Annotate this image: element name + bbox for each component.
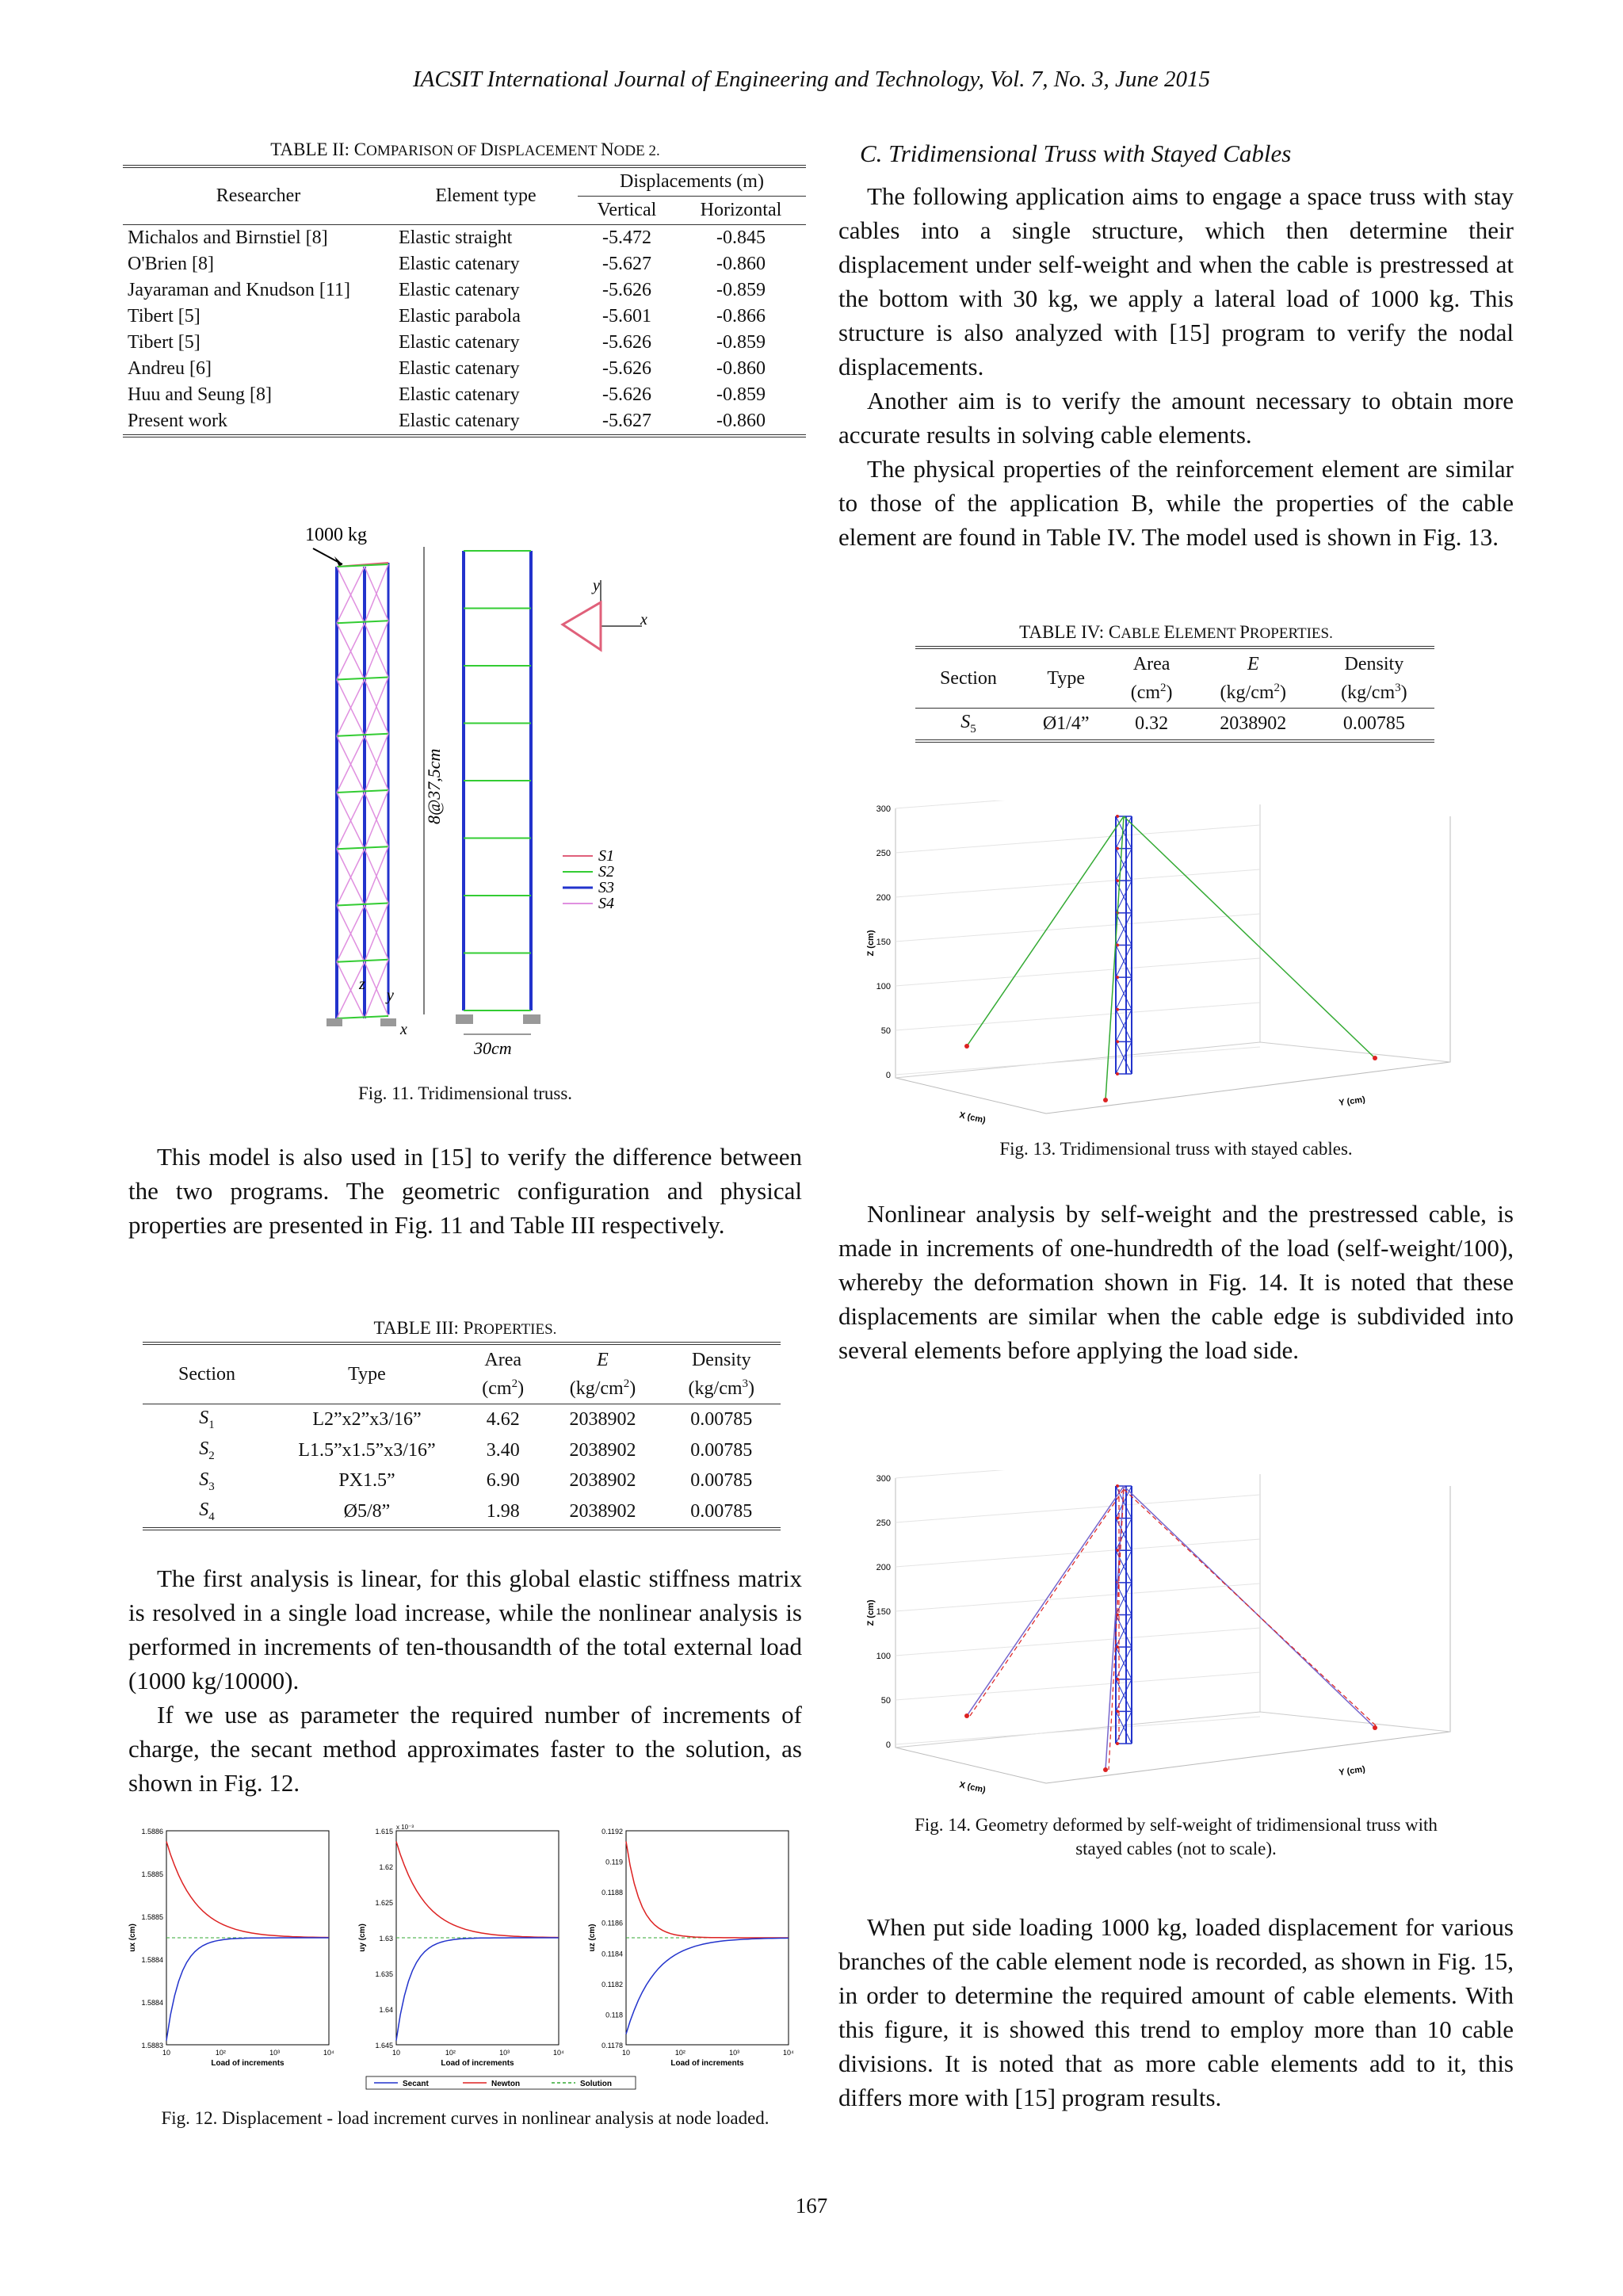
figure-11-truss-diagram <box>293 523 666 1054</box>
table2-cell-vertical: -5.472 <box>601 227 651 248</box>
right-paragraph-group-1 <box>838 179 1514 554</box>
table-row <box>123 330 806 356</box>
cable-anchor <box>1373 1056 1377 1060</box>
table3-cell-e: 2038902 <box>569 1408 636 1430</box>
stay-cable <box>1124 816 1375 1058</box>
table2-cell-horizontal: -0.860 <box>716 358 766 379</box>
fig11-axis-z: z <box>359 976 365 993</box>
table3-header-area: Area $(cm^2)$ <box>463 1343 543 1404</box>
plot-gridline <box>896 825 1260 853</box>
table4-caption-prefix: TABLE IV: C <box>1019 622 1121 642</box>
table4-header-density: Density $(kg/cm^3)$ <box>1314 648 1434 709</box>
plot-ztick: 150 <box>876 1607 891 1617</box>
fig12-ytick: 1.64 <box>379 2006 393 2014</box>
right-paragraph-2-text: Another aim is to verify the amount necessary to obtain more accurate results in solving cable elements. <box>838 387 1514 449</box>
plot-gridline <box>896 1470 1260 1478</box>
table3-cell-e: 2038902 <box>569 1501 636 1522</box>
table2-cell-researcher: Jayaraman and Knudson [11] <box>128 280 351 300</box>
table-row <box>123 356 806 382</box>
table-row <box>143 1496 781 1529</box>
journal-header: IACSIT International Journal of Engineering and Technology, Vol. 7, No. 3, June 2015 <box>412 67 1211 92</box>
table3-cell-area: 1.98 <box>486 1501 520 1522</box>
table2-header-displacements: Displacements (m) <box>578 166 806 197</box>
deformed-cable <box>1124 1489 1378 1728</box>
cable-anchor <box>964 1713 969 1718</box>
table-row <box>123 382 806 408</box>
table2-cell-vertical: -5.627 <box>601 411 651 431</box>
right-paragraph-5 <box>838 1910 1514 2115</box>
table2-cell-element: Elastic catenary <box>399 384 520 405</box>
table4-caption-part: ROPERTIES. <box>1249 625 1333 642</box>
table-row <box>123 225 806 252</box>
plot-grid-frame <box>896 808 1450 1114</box>
table2-cell-vertical: -5.626 <box>601 384 651 405</box>
table2-cell-element: Elastic catenary <box>399 358 520 379</box>
table3-header-e-label: E <box>597 1350 609 1370</box>
table2-caption <box>128 139 802 160</box>
table4-caption-part: LEMENT <box>1174 625 1240 642</box>
fig14-caption-line2: stayed cables (not to scale). <box>1075 1839 1277 1859</box>
cable-anchor <box>1373 1725 1377 1730</box>
fig11-cross-section <box>563 577 647 650</box>
table2-header-horizontal: Horizontal <box>676 197 806 225</box>
table2-cell-researcher: Tibert [5] <box>128 332 200 353</box>
svg-text:x: x <box>640 611 647 628</box>
right-paragraph-4 <box>838 1197 1514 1367</box>
fig12-legend-newton: Newton <box>491 2080 521 2088</box>
table4-header-area: Area $(cm^2)$ <box>1110 648 1192 709</box>
fig12-ytick: 1.5883 <box>141 2042 163 2050</box>
plot-ztick: 250 <box>876 849 891 858</box>
table2-cell-researcher: Present work <box>128 411 227 431</box>
plot-gridline <box>896 958 1260 986</box>
table3-cell-section: $S_3$ <box>199 1469 215 1493</box>
table2-cell-researcher: Huu and Seung [8] <box>128 384 272 405</box>
right-paragraph-3-text: The physical properties of the reinforcement element are similar to those of the application B, while the properties of the cable element are found in Table IV. The model used is shown in Fig. 13. <box>838 455 1514 551</box>
table2-caption-part: OMPARISON OF <box>366 143 481 159</box>
fig11-legend-s3: S3 <box>598 879 614 896</box>
table2-cell-vertical: -5.601 <box>601 306 651 327</box>
fig12-xtick: 10² <box>445 2049 456 2057</box>
fig12-caption: Fig. 12. Displacement - load increment curves in nonlinear analysis at node loaded. <box>161 2108 769 2128</box>
plot-xlabel: X (cm) <box>958 1110 987 1125</box>
table2-cell-horizontal: -0.860 <box>716 254 766 274</box>
left-paragraph-1 <box>128 1140 802 1242</box>
table-row <box>123 304 806 330</box>
fig12-newton-curve <box>626 1842 789 1939</box>
plot-gridline <box>896 1584 1260 1611</box>
fig12-legend-solution: Solution <box>580 2080 612 2088</box>
table4-caption-part: E <box>1163 622 1175 642</box>
table2 <box>123 165 806 437</box>
fig12-xtick: 10⁴ <box>783 2049 794 2057</box>
section-c-heading: C. Tridimensional Truss with Stayed Cables <box>860 139 1292 167</box>
table2-body <box>123 225 806 437</box>
table3-body <box>143 1404 781 1530</box>
fig12-exponent: x 10⁻³ <box>396 1824 414 1831</box>
table4-header-type: Type <box>1022 648 1111 709</box>
left-paragraph-2-text: The first analysis is linear, for this global elastic stiffness matrix is resolved in a single load increase, while the nonlinear analysis is performed in increments of ten-thousandth of the total external load (1000 kg/10000). <box>128 1564 802 1694</box>
figure-14-deformed-geometry <box>864 1470 1490 1807</box>
fig12-xtick: 10² <box>674 2049 685 2057</box>
fig11-legend-s1: S1 <box>598 847 614 865</box>
table2-cell-element: Elastic catenary <box>399 254 520 274</box>
table-row <box>123 277 806 304</box>
table3-cell-density: 0.00785 <box>690 1470 753 1492</box>
fig12-ytick: 1.635 <box>375 1970 393 1978</box>
fig11-right-truss <box>424 547 540 1054</box>
fig12-xtick: 10³ <box>729 2049 740 2057</box>
table3-caption-part: ROPERTIES. <box>473 1321 557 1338</box>
tower-node <box>1116 1072 1119 1075</box>
table4-header-area-label: Area <box>1132 654 1170 674</box>
fig12-ytick: 1.5885 <box>141 1913 163 1921</box>
table2-caption-part: D <box>480 139 494 159</box>
fig12-legend-secant: Secant <box>403 2080 429 2088</box>
table2-cell-researcher: Andreu [6] <box>128 358 212 379</box>
table4-header-e-label: E <box>1247 654 1259 674</box>
table4-cell-type: Ø1/4” <box>1042 712 1090 734</box>
table2-cell-horizontal: -0.859 <box>716 280 766 300</box>
fig12-ytick: 1.5886 <box>141 1828 163 1836</box>
table2-cell-researcher: Tibert [5] <box>128 306 200 327</box>
table2-cell-element: Elastic straight <box>399 227 513 248</box>
table3-header-density-unit: (kg/cm <box>688 1378 743 1399</box>
fig12-ylabel: ux (cm) <box>128 1924 137 1952</box>
plot-gridline <box>896 1003 1260 1030</box>
right-paragraph-1-text: The following application aims to engage a space truss with stay cables into a single structure, which then determine their displacement under self-weight and when the cable is prestressed at the bottom with 30 kg, we apply a lateral load of 1000 kg. This structure is also analyzed with [15] program to verify the nodal displacements. <box>838 182 1514 380</box>
table2-cell-horizontal: -0.859 <box>716 384 766 405</box>
table4-header-e: E $(kg/cm^2)$ <box>1193 648 1314 709</box>
fig12-ytick: 0.1178 <box>601 2042 623 2050</box>
fig11-width-label: 30cm <box>474 1038 512 1054</box>
fig12-xlabel: Load of increments <box>670 2059 744 2068</box>
fig12-xtick: 10 <box>391 2049 401 2057</box>
plot-ylabel: Y (cm) <box>1338 1095 1366 1108</box>
plot-zlabel: Z (cm) <box>866 930 876 957</box>
fig12-secant-curve <box>396 1938 559 2041</box>
table2-cell-element: Elastic parabola <box>399 306 521 327</box>
table4-cell-e: 2038902 <box>1220 712 1287 734</box>
table2-cell-horizontal: -0.860 <box>716 411 766 431</box>
table3-cell-e: 2038902 <box>569 1470 636 1492</box>
fig11-left-truss <box>327 563 407 1038</box>
fig12-xtick: 10³ <box>499 2049 510 2057</box>
cable-anchor <box>1103 1767 1108 1772</box>
fig12-ytick: 1.5885 <box>141 1870 163 1878</box>
table3-header-density-label: Density <box>691 1350 751 1370</box>
table4-caption-part: P <box>1239 622 1250 642</box>
fig12-secant-curve <box>626 1938 789 2034</box>
table-row <box>143 1435 781 1466</box>
table3-cell-area: 6.90 <box>486 1470 520 1492</box>
plot-ztick: 50 <box>880 1696 891 1706</box>
plot-ztick: 100 <box>876 1652 891 1661</box>
fig14-caption-line1: Fig. 14. Geometry deformed by self-weight of tridimensional truss with <box>915 1815 1438 1835</box>
table2-cell-horizontal: -0.845 <box>716 227 766 248</box>
table3 <box>143 1342 781 1530</box>
fig12-ytick: 0.119 <box>605 1858 623 1866</box>
table3-cell-density: 0.00785 <box>690 1408 753 1430</box>
table4-caption-part: ABLE <box>1121 625 1164 642</box>
table4-cell-density: 0.00785 <box>1342 712 1405 734</box>
table3-cell-type: L1.5”x1.5”x3/16” <box>298 1439 436 1461</box>
stay-cable <box>967 1486 1124 1716</box>
plot-ztick: 50 <box>880 1026 891 1036</box>
fig11-legend-s4: S4 <box>598 895 614 912</box>
table2-caption-part: ISPLACEMENT <box>493 143 601 159</box>
table-row <box>123 408 806 436</box>
tower-node <box>1116 1742 1119 1745</box>
plot-ztick: 200 <box>876 1563 891 1572</box>
fig12-xtick: 10³ <box>269 2049 281 2057</box>
table3-cell-area: 3.40 <box>486 1439 520 1461</box>
fig12-ytick: 1.63 <box>379 1935 393 1943</box>
table3-header-area-unit: (cm <box>482 1378 512 1399</box>
table3-cell-type: L2”x2”x3/16” <box>312 1408 422 1430</box>
table2-header-researcher: Researcher <box>123 166 394 225</box>
table3-header-area-label: Area <box>484 1350 522 1370</box>
fig12-xtick: 10⁴ <box>553 2049 564 2057</box>
table3-cell-section: $S_4$ <box>199 1499 215 1524</box>
table2-cell-element: Elastic catenary <box>399 280 520 300</box>
table3-cell-type: Ø5/8” <box>343 1501 391 1522</box>
cable-anchor <box>1103 1098 1108 1102</box>
plot-xlabel: X (cm) <box>958 1780 987 1795</box>
table2-cell-vertical: -5.626 <box>601 358 651 379</box>
table2-cell-researcher: O'Brien [8] <box>128 254 214 274</box>
fig12-ytick: 1.625 <box>375 1899 393 1907</box>
fig12-ytick: 1.5884 <box>141 1999 163 2007</box>
plot-ztick: 0 <box>885 1740 891 1750</box>
table4-caption <box>838 622 1514 643</box>
plot-grid-frame <box>896 1478 1450 1783</box>
fig11-axis-x: x <box>400 1021 407 1038</box>
fig11-dim-label: 8@37,5cm <box>424 748 444 824</box>
table3-cell-density: 0.00785 <box>690 1439 753 1461</box>
plot-zlabel: Z (cm) <box>866 1599 876 1626</box>
fig11-load-label: 1000 kg <box>305 525 367 545</box>
fig12-ytick: 0.1186 <box>601 1919 623 1927</box>
table3-header-e-unit: (kg/cm <box>569 1378 624 1399</box>
stay-cable <box>967 816 1124 1046</box>
fig12-ytick: 0.1182 <box>601 1980 623 1988</box>
fig14-caption <box>838 1813 1514 1861</box>
table4 <box>915 646 1434 743</box>
table3-caption-prefix: TABLE III: P <box>373 1318 474 1338</box>
fig12-ytick: 0.118 <box>605 2011 623 2019</box>
table2-header-element: Element type <box>394 166 578 225</box>
plot-ylabel: Y (cm) <box>1338 1764 1366 1778</box>
fig12-secant-curve <box>166 1938 329 2041</box>
stay-cable <box>1124 1486 1375 1728</box>
table3-cell-area: 4.62 <box>486 1408 520 1430</box>
plot-ztick: 250 <box>876 1519 891 1528</box>
table2-caption-prefix: TABLE II: C <box>270 139 367 159</box>
fig12-ytick: 0.1188 <box>601 1889 623 1897</box>
left-paragraph-1-text: This model is also used in [15] to verify the difference between the two programs. The geometric configuration and physical properties are presented in Fig. 11 and Table III respectively. <box>128 1143 802 1239</box>
fig12-ytick: 0.1184 <box>601 1950 623 1958</box>
fig12-xtick: 10 <box>162 2049 171 2057</box>
fig12-ylabel: uz (cm) <box>588 1924 597 1952</box>
table2-cell-researcher: Michalos and Birnstiel [8] <box>128 227 328 248</box>
fig12-ytick: 1.645 <box>375 2042 393 2050</box>
fig12-xtick: 10² <box>215 2049 226 2057</box>
fig12-xtick: 10⁴ <box>323 2049 334 2057</box>
table2-caption-part: ODE 2. <box>613 143 660 159</box>
table2-cell-vertical: -5.627 <box>601 254 651 274</box>
table-row <box>143 1404 781 1435</box>
plot-gridline <box>896 800 1260 808</box>
table3-cell-section: $S_1$ <box>199 1408 215 1431</box>
fig12-ytick: 1.615 <box>375 1828 393 1836</box>
table3-header-e: E $(kg/cm^2)$ <box>543 1343 662 1404</box>
fig11-legend <box>563 847 614 912</box>
fig12-newton-curve <box>396 1842 559 1938</box>
fig12-xtick: 10 <box>621 2049 631 2057</box>
plot-gridline <box>896 1717 1260 1744</box>
left-paragraph-3-text: If we use as parameter the required number of increments of charge, the secant method approximates faster to the solution, as shown in Fig. 12. <box>128 1701 802 1797</box>
svg-text:y: y <box>593 577 600 594</box>
plot-ztick: 300 <box>876 1474 891 1484</box>
plot-gridline <box>896 1047 1260 1075</box>
plot-ztick: 300 <box>876 804 891 814</box>
table3-cell-type: PX1.5” <box>338 1470 395 1492</box>
figure-12-convergence-plots <box>128 1823 802 2096</box>
table2-header-vertical: Vertical <box>578 197 676 225</box>
table2-cell-vertical: -5.626 <box>601 332 651 353</box>
table3-cell-section: $S_2$ <box>199 1438 215 1462</box>
table2-cell-vertical: -5.626 <box>601 280 651 300</box>
right-paragraph-4-text: Nonlinear analysis by self-weight and the prestressed cable, is made in increments of one-hundredth of the load (self-weight/100), whereby the deformation shown in Fig. 14. It is noted that these displacements are similar when the cable edge is subdivided into several elements before applying the load side. <box>838 1200 1514 1364</box>
fig12-ytick: 1.62 <box>379 1863 393 1871</box>
fig12-ytick: 1.5884 <box>141 1956 163 1964</box>
table3-header-section: Section <box>143 1343 271 1404</box>
plot-gridline <box>896 1495 1260 1522</box>
fig12-xlabel: Load of increments <box>441 2059 514 2068</box>
plot-gridline <box>896 1628 1260 1656</box>
plot-gridline <box>896 914 1260 942</box>
page-number: 167 <box>795 2194 828 2218</box>
table2-cell-horizontal: -0.859 <box>716 332 766 353</box>
table-row <box>123 251 806 277</box>
plot-ztick: 100 <box>876 982 891 991</box>
table4-cell-section: $S_5$ <box>960 712 976 735</box>
table2-cell-horizontal: -0.866 <box>716 306 766 327</box>
table2-caption-part: N <box>601 139 614 159</box>
table2-cell-element: Elastic catenary <box>399 411 520 431</box>
plot-gridline <box>896 1672 1260 1700</box>
cable-anchor <box>964 1044 969 1049</box>
fig12-ylabel: uy (cm) <box>358 1924 367 1952</box>
table3-header-density: Density $(kg/cm^3)$ <box>663 1343 781 1404</box>
plot-ztick: 0 <box>885 1071 891 1080</box>
deformed-cable <box>970 1489 1124 1716</box>
plot-ztick: 200 <box>876 893 891 903</box>
table-row <box>143 1466 781 1497</box>
fig12-xlabel: Load of increments <box>211 2059 285 2068</box>
table3-cell-density: 0.00785 <box>690 1501 753 1522</box>
figure-13-3d-truss <box>864 800 1490 1137</box>
table4-header-section: Section <box>915 648 1022 709</box>
fig13-caption: Fig. 13. Tridimensional truss with stayed cables. <box>999 1139 1353 1159</box>
fig11-legend-s2: S2 <box>598 863 614 881</box>
fig12-newton-curve <box>166 1842 329 1938</box>
plot-ztick: 150 <box>876 938 891 947</box>
table3-cell-e: 2038902 <box>569 1439 636 1461</box>
table3-header-type: Type <box>271 1343 463 1404</box>
table4-row <box>915 709 1434 741</box>
fig12-ytick: 0.1192 <box>601 1828 623 1836</box>
table4-cell-area: 0.32 <box>1135 712 1169 734</box>
right-paragraph-5-text: When put side loading 1000 kg, loaded displacement for various branches of the cable element node is recorded, as shown in Fig. 15, in order to determine the required amount of cable elements. With this figure, it is showed this trend to employ more than 10 cable divisions. It is noted that as more cable elements add to it, this differs more with [15] program results. <box>838 1913 1514 2111</box>
fig11-caption: Fig. 11. Tridimensional truss. <box>357 1083 573 1103</box>
table3-caption <box>128 1318 802 1339</box>
table2-cell-element: Elastic catenary <box>399 332 520 353</box>
fig11-axis-y: y <box>387 987 394 1004</box>
table4-header-density-label: Density <box>1344 654 1404 674</box>
left-paragraph-2 <box>128 1561 802 1800</box>
